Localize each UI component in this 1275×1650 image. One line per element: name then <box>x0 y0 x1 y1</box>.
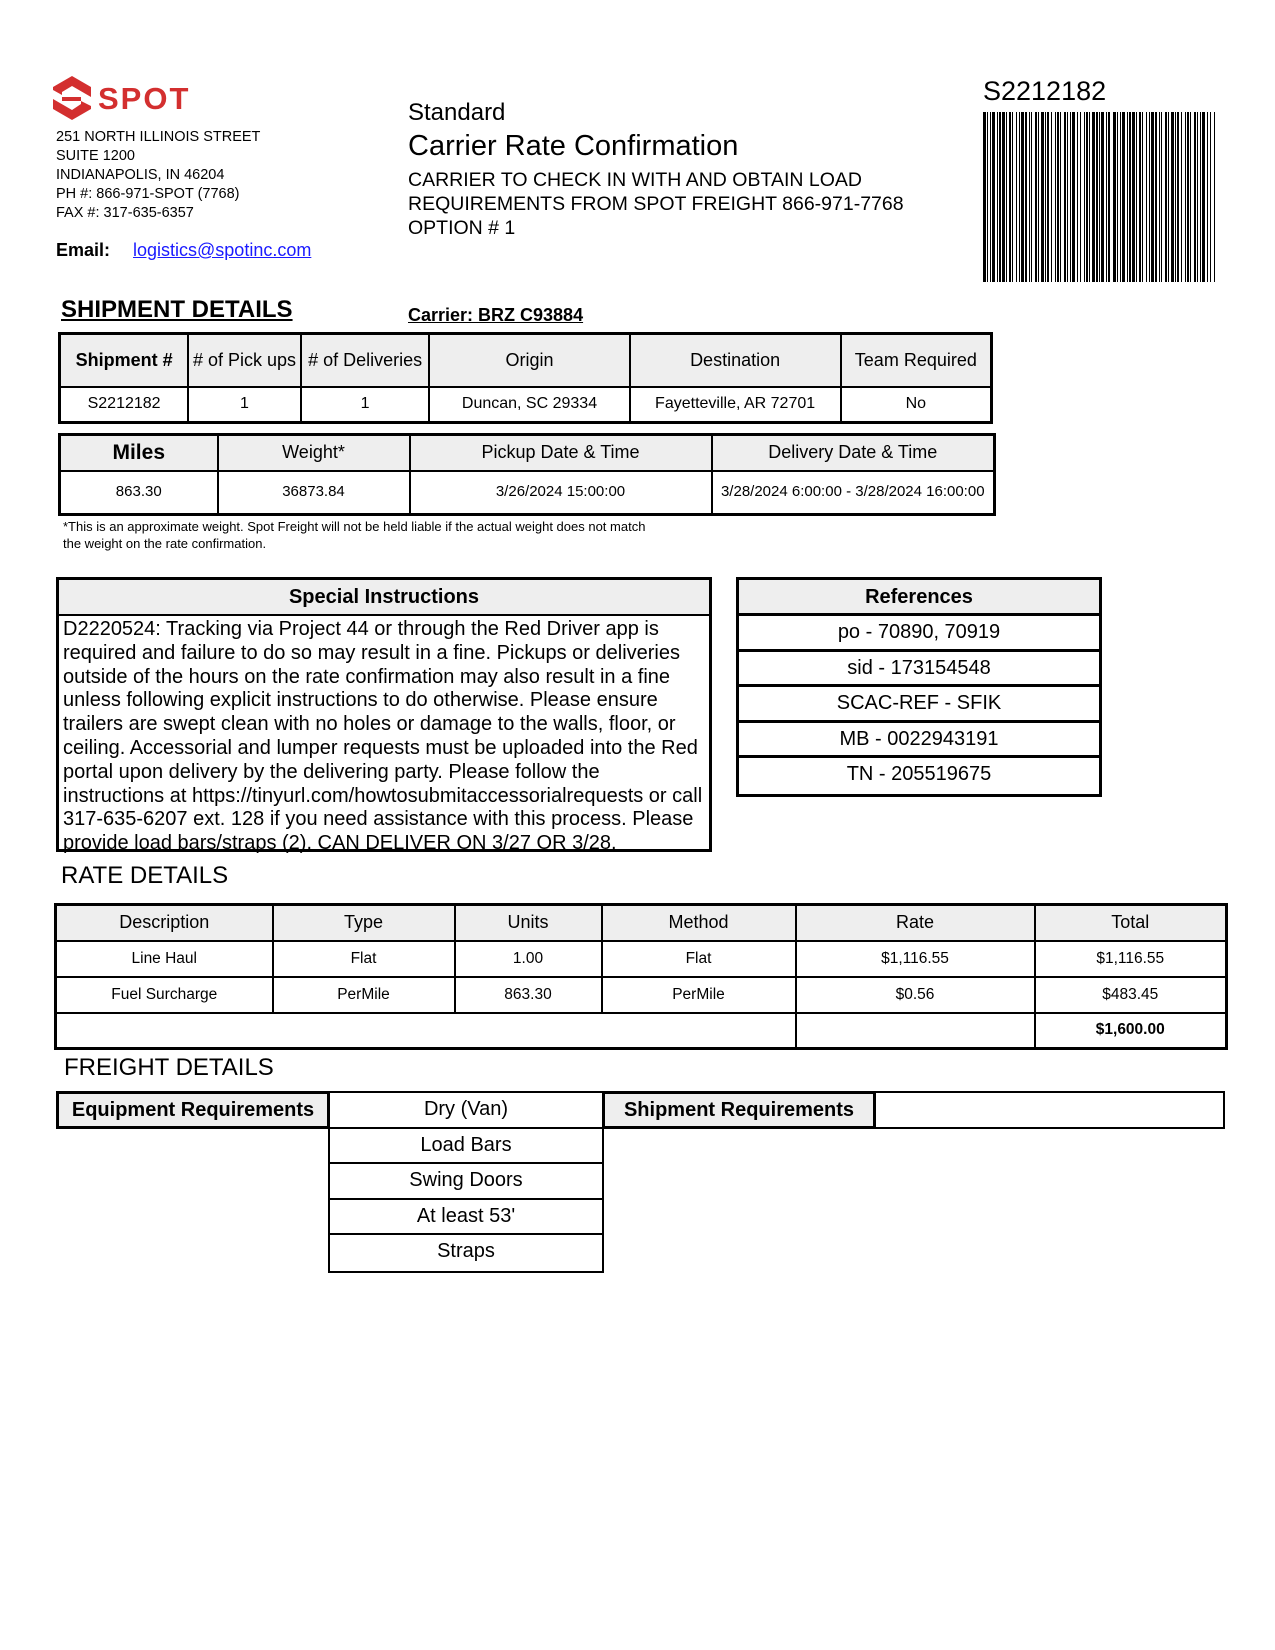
barcode-bar <box>1096 112 1098 282</box>
barcode-bar <box>1129 112 1131 282</box>
barcode-bar <box>1072 112 1075 282</box>
barcode-bar <box>1120 112 1121 282</box>
barcode-bar <box>1047 112 1049 282</box>
barcode-bar <box>1051 112 1052 282</box>
barcode-bar <box>1025 112 1027 282</box>
table-cell: 863.30 <box>455 977 602 1013</box>
grand-total: $1,600.00 <box>1035 1013 1227 1049</box>
checkin-note-line: OPTION # 1 <box>408 217 516 239</box>
total-label-cell <box>796 1013 1035 1049</box>
barcode-bar <box>1165 112 1167 282</box>
barcode-bar <box>1057 112 1059 282</box>
address-line: 251 NORTH ILLINOIS STREET <box>56 129 261 145</box>
barcode-bar <box>1177 112 1179 282</box>
equipment-list <box>328 1091 604 1273</box>
address-line: PH #: 866-971-SPOT (7768) <box>56 186 240 202</box>
col-header: # of Deliveries <box>301 334 430 387</box>
barcode-bar <box>1055 112 1056 282</box>
table-cell: Fayetteville, AR 72701 <box>630 387 841 423</box>
total-row <box>56 1013 1227 1049</box>
col-header: Units <box>455 905 602 941</box>
barcode-bar <box>1064 112 1066 282</box>
shipment-requirements-value <box>874 1091 1225 1129</box>
barcode-bar <box>1136 112 1137 282</box>
equipment-item: Dry (Van) <box>330 1093 602 1129</box>
table-cell: Line Haul <box>56 941 273 977</box>
table-cell: Flat <box>273 941 455 977</box>
table-cell: 1 <box>188 387 301 423</box>
col-header: Destination <box>630 334 841 387</box>
barcode-bar <box>1089 112 1090 282</box>
barcode-bar <box>1038 112 1039 282</box>
table-cell: 1.00 <box>455 941 602 977</box>
address-line: SUITE 1200 <box>56 148 135 164</box>
barcode-bar <box>1067 112 1068 282</box>
col-header: Method <box>602 905 796 941</box>
barcode-bar <box>1012 112 1013 282</box>
barcode-bar <box>987 112 988 282</box>
table-cell: PerMile <box>273 977 455 1013</box>
email-label: Email: <box>56 240 111 260</box>
col-header: Team Required <box>841 334 992 387</box>
barcode-bar <box>1092 112 1095 282</box>
table-cell: 3/26/2024 15:00:00 <box>410 471 712 515</box>
rate-details-title: RATE DETAILS <box>61 862 229 889</box>
barcode-bar <box>1127 112 1128 282</box>
email-link[interactable]: logistics@spotinc.com <box>133 240 312 260</box>
barcode <box>983 112 1215 282</box>
table-cell: Fuel Surcharge <box>56 977 273 1013</box>
table-row <box>56 977 1227 1013</box>
barcode-bar <box>1146 112 1147 282</box>
reference-item: TN - 205519675 <box>846 763 992 785</box>
barcode-bar <box>1021 112 1024 282</box>
barcode-bar <box>1210 112 1211 282</box>
barcode-bar <box>1142 112 1143 282</box>
shipment-requirements-label: Shipment Requirements <box>602 1091 876 1129</box>
barcode-bar <box>1190 112 1191 282</box>
col-header: Description <box>56 905 273 941</box>
table-cell: Flat <box>602 941 796 977</box>
barcode-bar <box>1041 112 1044 282</box>
barcode-bar <box>1009 112 1011 282</box>
barcode-bar <box>1101 112 1104 282</box>
shipment-details-title: SHIPMENT DETAILS <box>61 296 293 323</box>
barcode-bar <box>1086 112 1088 282</box>
barcode-bar <box>1029 112 1030 282</box>
barcode-bar <box>1171 112 1174 282</box>
logo-text: SPOT <box>98 81 191 116</box>
spot-logo <box>52 76 202 120</box>
table-row <box>56 941 1227 977</box>
equipment-requirements-label: Equipment Requirements <box>56 1091 330 1129</box>
barcode-bar <box>1002 112 1005 282</box>
table-cell: 1 <box>301 387 430 423</box>
barcode-bar <box>1139 112 1141 282</box>
barcode-bar <box>1185 112 1186 282</box>
col-header: Total <box>1035 905 1227 941</box>
barcode-bar <box>1077 112 1078 282</box>
shipment-number: S2212182 <box>983 76 1107 106</box>
shipment-table <box>58 332 993 424</box>
equipment-item: Straps <box>437 1240 495 1262</box>
references-box <box>736 577 1102 797</box>
checkin-note <box>408 168 948 240</box>
barcode-bar <box>997 112 998 282</box>
barcode-bar <box>1181 112 1182 282</box>
document-title: Carrier Rate Confirmation <box>408 130 739 162</box>
reference-item: sid - 173154548 <box>739 652 1099 688</box>
logo-mark-icon <box>53 76 91 120</box>
col-header: Origin <box>429 334 629 387</box>
barcode-bar <box>1045 112 1046 282</box>
col-header: Pickup Date & Time <box>410 435 712 471</box>
table-cell: No <box>841 387 992 423</box>
barcode-bar <box>1159 112 1160 282</box>
col-header: Rate <box>796 905 1035 941</box>
freight-details-title: FREIGHT DETAILS <box>64 1054 274 1081</box>
barcode-bar <box>992 112 995 282</box>
col-header: Miles <box>60 435 218 471</box>
barcode-bar <box>1080 112 1081 282</box>
barcode-bar <box>1214 112 1215 282</box>
barcode-bar <box>1207 112 1208 282</box>
barcode-bar <box>1113 112 1116 282</box>
col-header: Weight* <box>218 435 410 471</box>
equipment-item: Load Bars <box>330 1129 602 1165</box>
barcode-bar <box>1151 112 1154 282</box>
barcode-bar <box>1106 112 1107 282</box>
table-cell: 3/28/2024 6:00:00 - 3/28/2024 16:00:00 <box>712 471 995 515</box>
barcode-bar <box>1175 112 1176 282</box>
barcode-bar <box>1200 112 1201 282</box>
barcode-bar <box>1202 112 1205 282</box>
col-header: Delivery Date & Time <box>712 435 995 471</box>
table-cell: $1,116.55 <box>1035 941 1227 977</box>
barcode-bar <box>1161 112 1162 282</box>
barcode-bar <box>1132 112 1135 282</box>
blank-cell <box>56 1013 796 1049</box>
barcode-bar <box>1187 112 1189 282</box>
barcode-bar <box>1194 112 1196 282</box>
barcode-bar <box>1155 112 1157 282</box>
barcode-bar <box>1016 112 1017 282</box>
weight-disclaimer: *This is an approximate weight. Spot Freight will not be held liable if the actual weight does not match the weight on the rate confirmation. <box>63 519 646 551</box>
table-cell: Duncan, SC 29334 <box>429 387 629 423</box>
barcode-bar <box>983 112 986 282</box>
barcode-bar <box>999 112 1001 282</box>
special-instructions-text: D2220524: Tracking via Project 44 or through the Red Driver app is required and failure to do so may result in a fine. Pickups or deliveries outside of the hours on the rate confirmation may also result in a fine unless following explicit instructions to do otherwise. Please ensure trailers are swept clean with no holes or damage to the walls, floor, or ceiling. Accessorial and lumper requests must be uploaded into the Red portal upon delivery by the delivering party. Please follow the instructions at https://tinyurl.com/howtosubmitaccessorialrequests or call 317-635-6207 ext. 128 if you need assistance with this process. Please provide load bars/straps (2). CAN DELIVER ON 3/27 OR 3/28. <box>63 618 703 855</box>
company-address <box>56 128 260 223</box>
equipment-item: At least 53' <box>330 1200 602 1236</box>
col-header: Type <box>273 905 455 941</box>
reference-item: po - 70890, 70919 <box>739 616 1099 652</box>
barcode-bar <box>1084 112 1085 282</box>
equipment-item: Swing Doors <box>330 1164 602 1200</box>
rate-table <box>54 903 1228 1050</box>
barcode-bar <box>1031 112 1032 282</box>
barcode-bar <box>1019 112 1020 282</box>
barcode-bar <box>1117 112 1118 282</box>
carrier-label: Carrier: BRZ C93884 <box>408 305 584 325</box>
barcode-bar <box>1070 112 1071 282</box>
barcode-bar <box>1099 112 1100 282</box>
table-cell: 863.30 <box>60 471 218 515</box>
table-cell: PerMile <box>602 977 796 1013</box>
barcode-bar <box>990 112 991 282</box>
barcode-bar <box>1122 112 1125 282</box>
references-title: References <box>739 580 1099 616</box>
table-cell: $483.45 <box>1035 977 1227 1013</box>
table-cell: 36873.84 <box>218 471 410 515</box>
barcode-bar <box>1197 112 1198 282</box>
checkin-note-line: CARRIER TO CHECK IN WITH AND OBTAIN LOAD <box>408 169 862 191</box>
address-line: INDIANAPOLIS, IN 46204 <box>56 167 225 183</box>
reference-item: MB - 0022943191 <box>739 723 1099 759</box>
col-header: Shipment # <box>60 334 189 387</box>
barcode-bar <box>1149 112 1150 282</box>
table-cell: S2212182 <box>60 387 189 423</box>
address-line: FAX #: 317-635-6357 <box>56 205 194 221</box>
barcode-bar <box>1035 112 1037 282</box>
special-instructions-title: Special Instructions <box>59 580 709 616</box>
table-cell: $0.56 <box>796 977 1035 1013</box>
col-header: # of Pick ups <box>188 334 301 387</box>
special-instructions-box <box>56 577 712 855</box>
barcode-bar <box>1006 112 1007 282</box>
miles-table <box>58 433 996 516</box>
barcode-bar <box>1108 112 1110 282</box>
confirmation-type: Standard <box>408 99 506 126</box>
reference-item: SCAC-REF - SFIK <box>739 687 1099 723</box>
checkin-note-line: REQUIREMENTS FROM SPOT FREIGHT 866-971-7768 <box>408 193 904 215</box>
table-cell: $1,116.55 <box>796 941 1035 977</box>
barcode-bar <box>1060 112 1061 282</box>
barcode-bar <box>1168 112 1169 282</box>
